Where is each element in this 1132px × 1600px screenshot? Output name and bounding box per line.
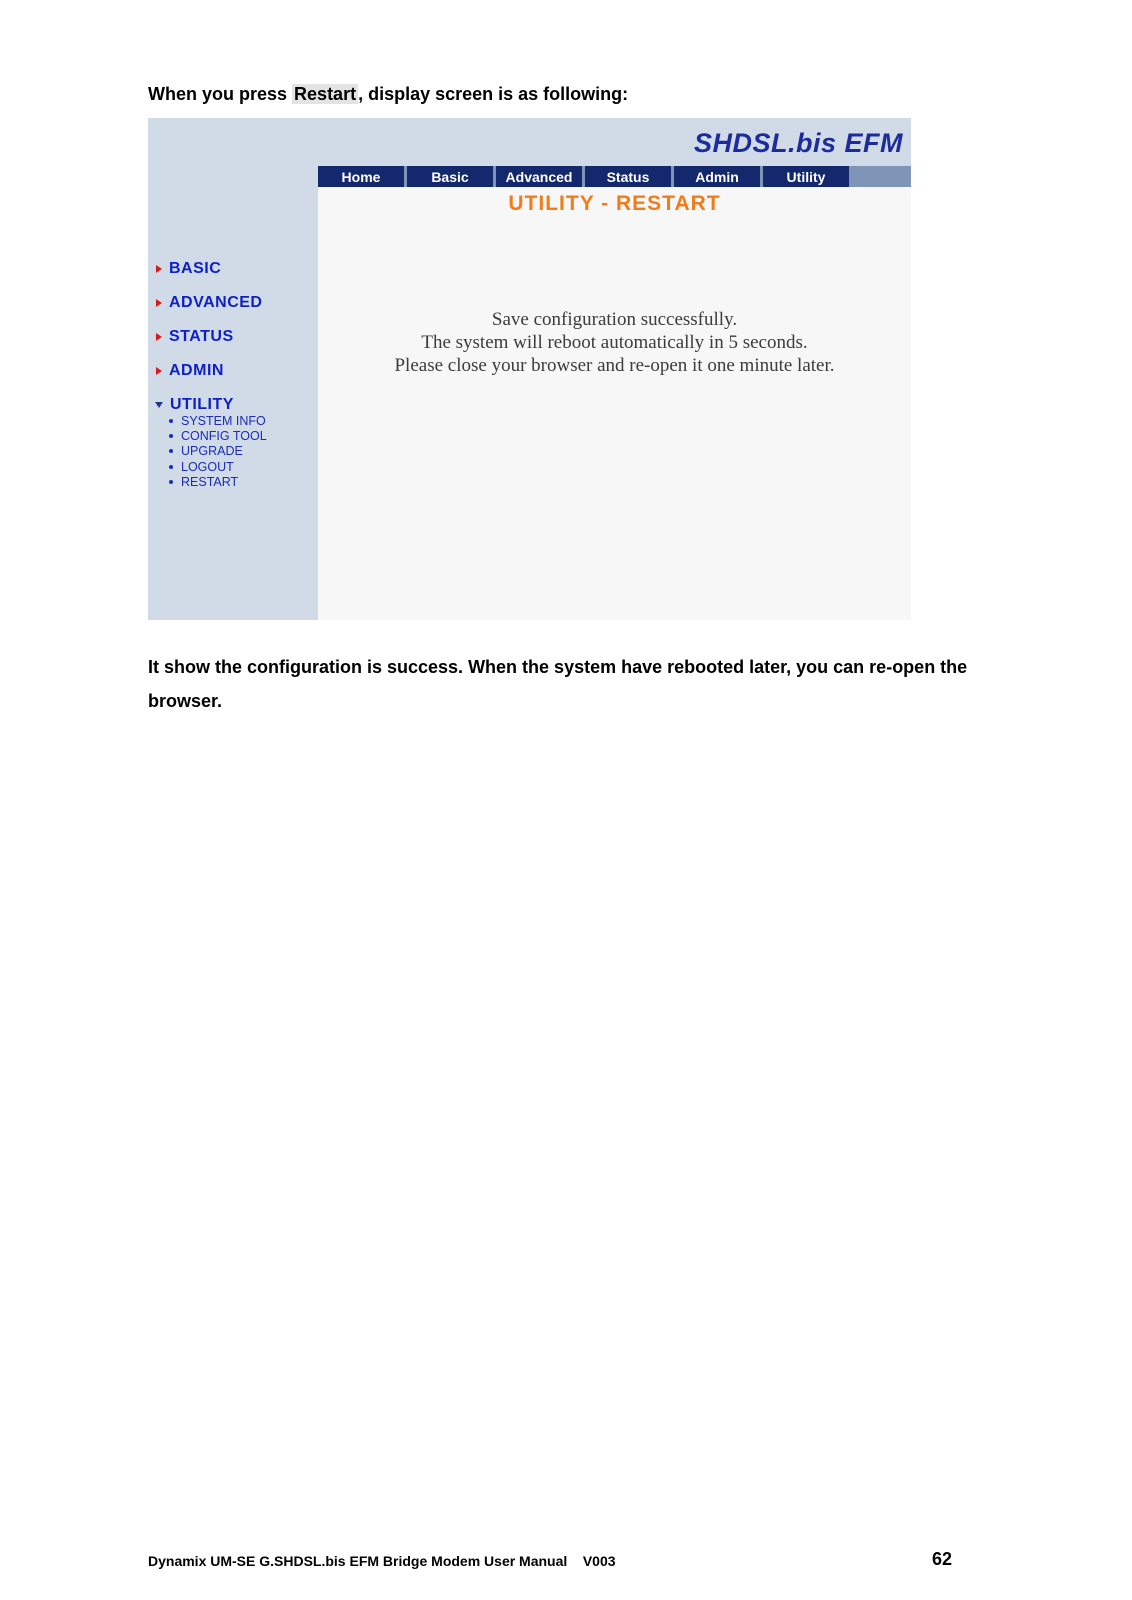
restart-message — [318, 308, 911, 377]
submenu-item-config-tool[interactable] — [169, 428, 267, 443]
restart-highlight: Restart — [294, 84, 357, 104]
sidebar-item-basic[interactable] — [156, 260, 267, 278]
sidebar-item-status[interactable] — [156, 328, 267, 346]
message-line: Please close your browser and re-open it one minute later. — [394, 355, 835, 376]
submenu-item-logout[interactable] — [169, 459, 267, 474]
sidebar-item-admin[interactable] — [156, 362, 267, 380]
submenu-label: RESTART — [181, 474, 239, 489]
submenu-label: LOGOUT — [181, 459, 234, 474]
tab-admin[interactable]: Admin — [674, 166, 760, 187]
arrow-right-icon — [156, 333, 162, 341]
arrow-right-icon — [156, 299, 162, 307]
sidebar-item-advanced[interactable] — [156, 294, 267, 312]
sidebar-item-label: UTILITY — [170, 396, 234, 413]
sidebar-item-utility[interactable] — [156, 396, 267, 414]
tab-basic[interactable]: Basic — [407, 166, 493, 187]
sidebar-menu — [156, 260, 267, 489]
intro-text — [148, 84, 628, 105]
intro-after: , display screen is as following: — [358, 84, 629, 104]
page-number: 62 — [932, 1549, 953, 1569]
body-paragraph: It show the configuration is success. When the system have rebooted later, you can re-open the browser. — [148, 657, 968, 711]
tab-status[interactable]: Status — [585, 166, 671, 187]
message-line: The system will reboot automatically in 5 seconds. — [421, 332, 808, 353]
top-nav — [318, 166, 911, 187]
intro-before: When you press — [148, 84, 288, 104]
submenu-label: CONFIG TOOL — [181, 428, 267, 443]
message-line: Save configuration successfully. — [491, 309, 738, 330]
utility-submenu — [169, 413, 267, 489]
bullet-icon — [169, 434, 173, 438]
sidebar-item-label: BASIC — [169, 260, 222, 277]
tab-home[interactable]: Home — [318, 166, 404, 187]
arrow-right-icon — [156, 265, 162, 273]
submenu-label: SYSTEM INFO — [181, 413, 266, 428]
arrow-right-icon — [156, 367, 162, 375]
bullet-icon — [169, 419, 173, 423]
tab-advanced[interactable]: Advanced — [496, 166, 582, 187]
bullet-icon — [169, 449, 173, 453]
submenu-label: UPGRADE — [181, 444, 243, 459]
sidebar-item-label: ADMIN — [169, 362, 224, 379]
restart-screenshot — [148, 118, 911, 620]
tab-utility[interactable]: Utility — [763, 166, 849, 187]
bullet-icon — [169, 465, 173, 469]
submenu-item-system-info[interactable] — [169, 413, 267, 428]
footer-title: Dynamix UM-SE G.SHDSL.bis EFM Bridge Modem User Manual V003 — [148, 1553, 616, 1569]
brand-logo: SHDSL.bis EFM — [693, 128, 903, 158]
bullet-icon — [169, 480, 173, 484]
sidebar-item-label: STATUS — [169, 328, 234, 345]
page-title: UTILITY - RESTART — [508, 192, 721, 215]
submenu-item-restart[interactable] — [169, 474, 267, 489]
sidebar-item-label: ADVANCED — [169, 294, 263, 311]
submenu-item-upgrade[interactable] — [169, 444, 267, 459]
arrow-down-icon — [155, 402, 163, 408]
